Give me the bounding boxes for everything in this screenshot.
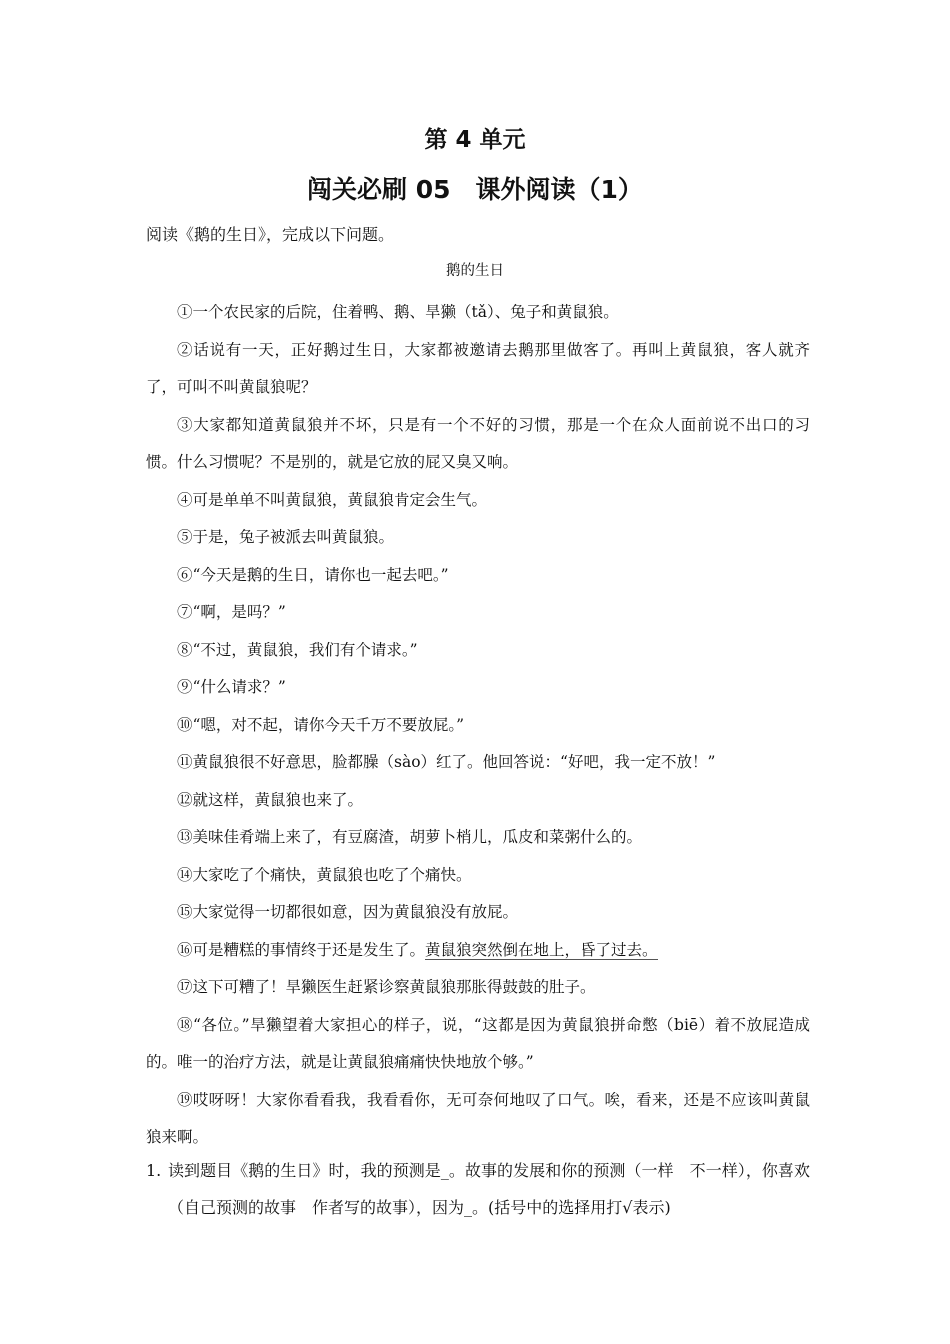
story-paragraph-19: ⑲哎呀呀！大家你看看我，我看看你，无可奈何地叹了口气。唉，看来，还是不应该叫黄鼠狼来啊。: [146, 1090, 810, 1146]
page-title: 闯关必刷 05 课外阅读（1）: [307, 175, 643, 204]
story-paragraph-16: [146, 932, 810, 970]
question-number: 1.: [146, 1161, 162, 1180]
story-paragraph-2: ②话说有一天，正好鹅过生日，大家都被邀请去鹅那里做客了。再叫上黄鼠狼，客人就齐了，可叫不叫黄鼠狼呢？: [146, 340, 810, 396]
story-paragraph-18: ⑱“各位。”旱獭望着大家担心的样子，说，“这都是因为黄鼠狼拼命憋（biē）着不放屁造成的。唯一的治疗方法，就是让黄鼠狼痛痛快快地放个够。”: [146, 1015, 810, 1071]
underlined-sentence: 黄鼠狼突然倒在地上，昏了过去。: [425, 940, 658, 959]
story-paragraph-3: ③大家都知道黄鼠狼并不坏，只是有一个不好的习惯，那是一个在众人面前说不出口的习惯。什么习惯呢？不是别的，就是它放的屁又臭又响。: [146, 415, 810, 471]
story-paragraph-12: ⑫就这样，黄鼠狼也来了。: [177, 790, 364, 809]
story-paragraph-4: ④可是单单不叫黄鼠狼，黄鼠狼肯定会生气。: [177, 490, 488, 509]
story-paragraph-17: ⑰这下可糟了！旱獭医生赶紧诊察黄鼠狼那胀得鼓鼓的肚子。: [177, 978, 596, 996]
question-row: [146, 1152, 810, 1226]
story-paragraph-7: ⑦“啊，是吗？”: [177, 603, 286, 621]
story-body: [146, 294, 810, 1157]
story-paragraph-15: ⑮大家觉得一切都很如意，因为黄鼠狼没有放屁。: [177, 903, 519, 921]
story-paragraph-11: ⑪黄鼠狼很不好意思，脸都臊（sào）红了。他回答说：“好吧，我一定不放！”: [177, 753, 716, 771]
question-text: 读到题目《鹅的生日》时，我的预测是_。故事的发展和你的预测（一样 不一样），你喜欢（自己预测的故事 作者写的故事），因为_。(括号中的选择用打√表示): [168, 1161, 810, 1217]
story-paragraph-8: ⑧“不过，黄鼠狼，我们有个请求。”: [177, 640, 418, 659]
story-paragraph-10: ⑩“嗯，对不起，请你今天千万不要放屁。”: [177, 715, 465, 734]
question-1: [146, 1152, 810, 1226]
story-paragraph-5: ⑤于是，兔子被派去叫黄鼠狼。: [177, 528, 395, 546]
story-paragraph-14: ⑭大家吃了个痛快，黄鼠狼也吃了个痛快。: [177, 865, 472, 884]
story-paragraph-16-text: ⑯可是糟糕的事情终于还是发生了。: [177, 940, 426, 959]
story-paragraph-1: ①一个农民家的后院，住着鸭、鹅、旱獭（tǎ）、兔子和黄鼠狼。: [177, 303, 619, 321]
unit-heading: 第 4 单元: [424, 127, 526, 153]
story-paragraph-6: ⑥“今天是鹅的生日，请你也一起去吧。”: [177, 565, 449, 584]
story-title: 鹅的生日: [446, 263, 504, 279]
reading-instruction: 阅读《鹅的生日》，完成以下问题。: [146, 225, 395, 244]
story-paragraph-9: ⑨“什么请求？”: [177, 678, 286, 696]
story-paragraph-13: ⑬美味佳肴端上来了，有豆腐渣，胡萝卜梢儿，瓜皮和菜粥什么的。: [177, 828, 643, 846]
